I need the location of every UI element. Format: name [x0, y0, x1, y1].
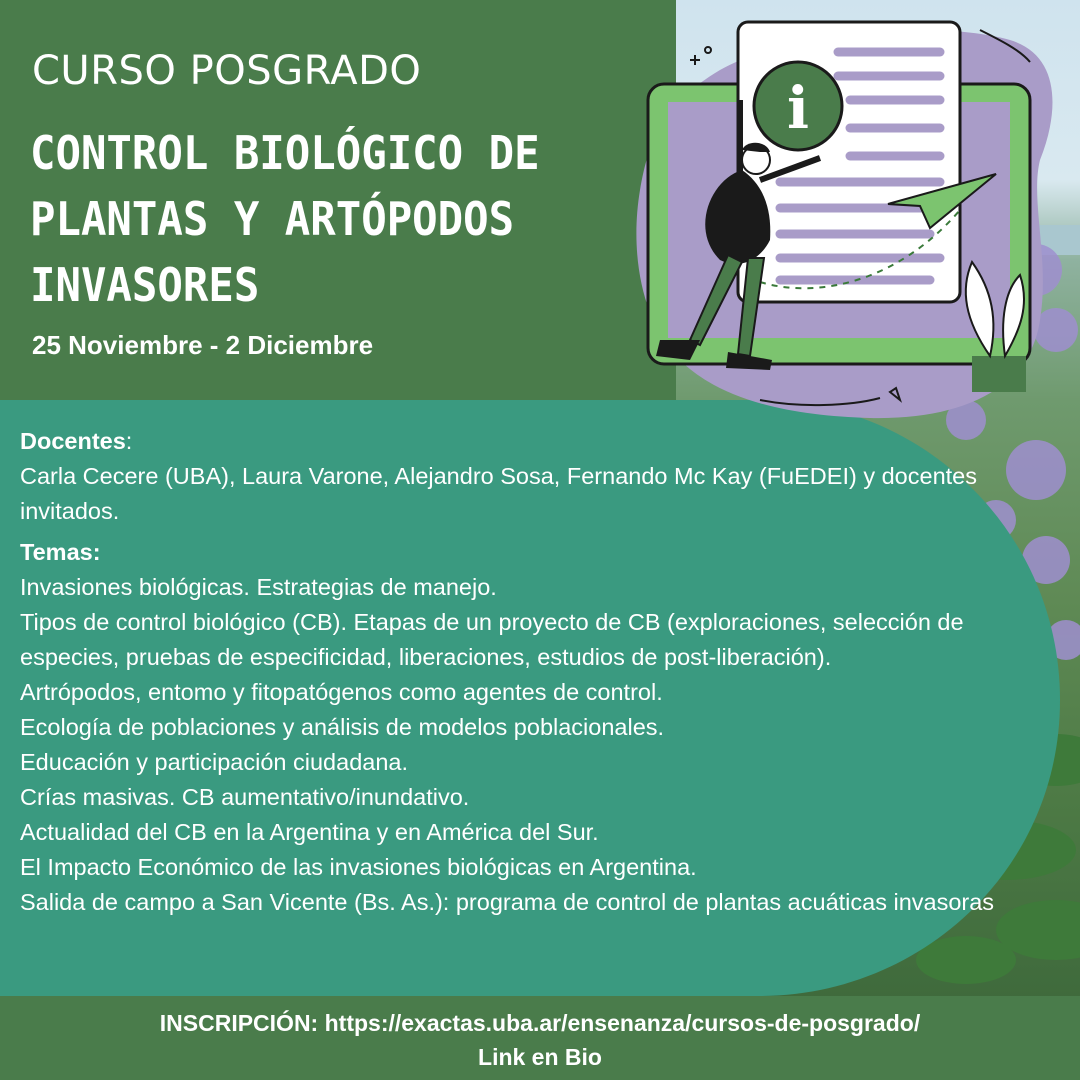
topic-item: Invasiones biológicas. Estrategias de manejo. — [20, 574, 497, 600]
topics-section — [20, 535, 1020, 920]
sparkle-icon — [690, 55, 700, 65]
topic-item: Tipos de control biológico (CB). Etapas de un proyecto de CB (exploraciones, selección de especies, pruebas de especificidad, liberaciones, estudios de post-liberación). — [20, 609, 964, 670]
plant-pot — [972, 356, 1026, 392]
content-text — [20, 424, 1020, 920]
course-title-line: INVASORES — [30, 258, 260, 312]
footer-bar — [0, 996, 1080, 1080]
topic-item: El Impacto Económico de las invasiones biológicas en Argentina. — [20, 854, 697, 880]
registration-link[interactable]: INSCRIPCIÓN: https://exactas.uba.ar/ensenanza/cursos-de-posgrado/ — [159, 1010, 921, 1036]
topic-item: Educación y participación ciudadana. — [20, 749, 409, 775]
topic-item: Ecología de poblaciones y análisis de modelos poblacionales. — [20, 714, 665, 740]
topic-item: Crías masivas. CB aumentativo/inundativo. — [20, 784, 470, 810]
link-in-bio: Link en Bio — [478, 1044, 602, 1070]
teachers-colon: : — [125, 428, 133, 454]
teachers-label: Docentes — [20, 428, 126, 454]
topic-item: Salida de campo a San Vicente (Bs. As.): programa de control de plantas acuáticas invasoras — [20, 889, 995, 915]
teachers-section — [20, 424, 1020, 529]
topic-item: Actualidad del CB en la Argentina y en América del Sur. — [20, 819, 599, 845]
course-title-line: CONTROL BIOLÓGICO DE — [30, 126, 540, 180]
info-illustration — [0, 0, 1080, 430]
pre-title: CURSO POSGRADO — [32, 48, 422, 94]
topic-item: Artrópodos, entomo y fitopatógenos como agentes de control. — [20, 679, 663, 705]
course-title-line: PLANTAS Y ARTÓPODOS — [30, 192, 515, 246]
course-dates: 25 Noviembre - 2 Diciembre — [32, 330, 374, 360]
topics-label: Temas: — [20, 539, 101, 565]
teachers-list: Carla Cecere (UBA), Laura Varone, Alejandro Sosa, Fernando Mc Kay (FuEDEI) y docentes invitados. — [20, 463, 977, 524]
content-panel — [0, 400, 1080, 996]
info-symbol: i — [786, 74, 810, 142]
